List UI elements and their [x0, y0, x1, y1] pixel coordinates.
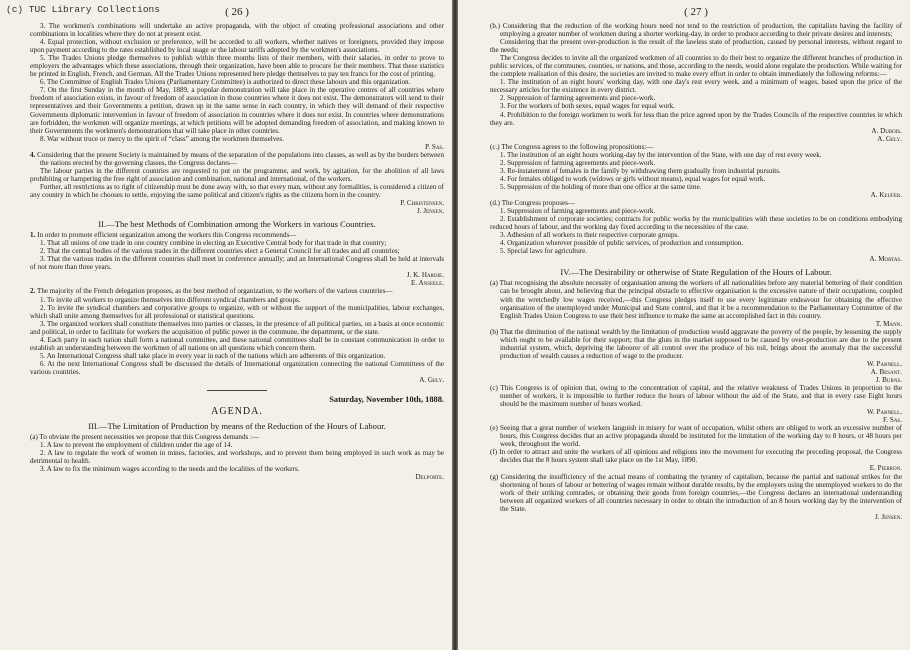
- paragraph: 4. Each party in each nation shall form a national committee, and these national committees shall be in constant communication in order to establish an understanding between the workmen of all nations on all questions which concern them.: [30, 335, 444, 352]
- item-text: Considering that the present Society is maintained by means of the separation of the populations into classes, as well as by the borders between the nations erected by the governing classes, the Congress declares—: [37, 150, 445, 167]
- agenda-title: AGENDA.: [211, 406, 263, 418]
- paragraph: 3. The organized workers shall constitute themselves into parties or classes, in the presence of all political parties, on a basis at once economic and political, in order to facilitate for workers the acquisition of public power in the commune, the department, or the state.: [30, 319, 444, 336]
- paragraph: 2. To invite the syndical chambers and corporative groups to organize, with or without the support of the municipalities, labour exchanges, which shall unite among themselves for all professional or statistical questions.: [30, 303, 444, 320]
- signature: J. Burns.: [875, 375, 902, 384]
- item-text: In order to attract and unite the workers of all opinions and religions into the movement for executing the preceding proposal, the Congress decides that the 8 hours system shall take place on the 1st May, 1890.: [499, 448, 902, 465]
- item-text: In order to promote efficient organization among the workers this Congress recommends—: [37, 231, 297, 240]
- signature: Delporte.: [415, 473, 444, 482]
- lettered-item: [490, 448, 902, 464]
- signature: A. Dubois.: [871, 126, 902, 135]
- lettered-item: [490, 424, 902, 448]
- paragraph: 4. Organization wherever possible of public services, of production and consumption.: [500, 239, 744, 248]
- lettered-item: [490, 199, 902, 207]
- paragraph: 1. A law to prevent the employment of children under the age of 14.: [40, 441, 233, 450]
- signature: W. Parnell.: [866, 408, 902, 417]
- right-page: [458, 0, 910, 650]
- section-heading: III.—The Limitation of Production by means of the Reduction of the Hours of Labour.: [88, 421, 386, 432]
- item-text: Considering that the reduction of the working hours need not tend to the restriction of production, the capitalists having the facility of employing a greater number of workmen during a shorter working-day, in order to produce according to their private desires and interests;: [500, 22, 902, 39]
- signature: A. Besant.: [870, 367, 902, 376]
- page-number-right: ( 27 ): [684, 6, 708, 18]
- paragraph: Further, all restrictions as to right of citizenship must be done away with, so that every man, without any formalities, is considered a citizen of any country in which he chooses to settle, enjoying the same political and citizen's rights as the citizens born in the country.: [30, 182, 444, 199]
- watermark: (c) TUC Library Collections: [6, 4, 160, 15]
- paragraph: 3. That the various trades in the different countries shall meet in conference annually; and an International Congress shall be held at intervals of not more than three years.: [30, 255, 444, 272]
- signature: J. K. Hardie.: [406, 271, 444, 280]
- paragraph: 2. Suppression of farming agreements and piece-work.: [500, 94, 656, 103]
- signature: A. Keufer.: [870, 190, 902, 199]
- numbered-item: [30, 287, 444, 295]
- lettered-item: [490, 22, 902, 38]
- paragraph: The labour parties in the different countries are requested to put on the programme, and work, by agitation, for the abolition of all laws prohibiting or hampering the free right of association and combination, national and international, of the workers.: [30, 166, 444, 183]
- signature: A. Gely.: [877, 134, 902, 143]
- numbered-item: [30, 151, 444, 167]
- lettered-item: [490, 384, 902, 408]
- item-number: 2.: [30, 287, 36, 296]
- paragraph: 1. Suppression of farming agreements and piece-work.: [500, 207, 656, 216]
- paragraph: 1. That all unions of one trade in one country combine in electing an Executive Central body for that trade in that country;: [40, 239, 387, 248]
- section-heading: IV.—The Desirability or otherwise of State Regulation of the Hours of Labour.: [560, 267, 832, 278]
- signature: F. Sas.: [882, 416, 902, 425]
- paragraph: 2. That the central bodies of the various trades in the different countries elect a General Council for all trades and all countries;: [40, 247, 400, 256]
- section-heading: II.—The best Methods of Combination among the Workers in various Countries.: [98, 219, 376, 230]
- lettered-item: [490, 473, 902, 513]
- paragraph: The Congress decides to invite all the organized workmen of all countries to do their best to organize the different branches of production in public services, of the communes, counties, or nations, and those, according to the needs, would alone regulate the production. While waiting for the complete realisation of this desire, the societies are invited to make every effort in order to obtain immediately the following reforms:—: [490, 54, 902, 79]
- item-letter: (c.): [490, 142, 500, 151]
- numbered-item: [30, 231, 444, 239]
- paragraph: 3. Adhesion of all workers to their respective corporate groups.: [500, 231, 680, 240]
- item-letter: (a): [490, 279, 498, 288]
- lettered-item: [490, 328, 902, 360]
- item-number: 4.: [30, 150, 36, 159]
- paragraph: 5. Suppression of the holding of more than one office at the same time.: [500, 182, 702, 191]
- paragraph: Considering that the present over-production is the result of the lawless state of production, caused by personal interests, without regard to the needs;: [490, 38, 902, 55]
- paragraph: 6. The Committee of English Trades Unions (Parliamentary Committee) is authorized to direct these labours and this organization.: [40, 78, 411, 87]
- paragraph: 1. The institution of an eight hours' working day, with one day's rest every week, and a minimum of wages, based upon the price of the necessary articles for the existence in every district.: [490, 78, 902, 95]
- signature: P. Sas.: [425, 142, 444, 151]
- paragraph: 1. The institution of an eight hours working-day by the intervention of the State, with one day of rest every week.: [500, 150, 822, 159]
- signature: T. Mann.: [875, 319, 902, 328]
- paragraph: 2. Establishment of corporate societies; contracts for public works by the municipalities with these societies to be on conditions embodying reduced hours of labour, and the working day fixed according to the necessities of the case.: [490, 215, 902, 232]
- paragraph: 2. A law to regulate the work of women in mines, factories, and workshops, and to prevent them being employed in such work as may be detrimental to health.: [30, 449, 444, 466]
- paragraph: 8. War without truce or mercy to the spirit of “class” among the workmen themselves.: [40, 134, 284, 143]
- signature: J. Jensen.: [417, 207, 444, 216]
- paragraph: 4. For females obliged to work (widows or girls without means), equal wages for equal work.: [500, 174, 766, 183]
- item-text: Considering the insufficiency of the actual means of combating the tyranny of capitalism, because the partial and national strikes for the shortening of hours of labour or bettering of wages remain without durable results, by the employers using the unemployed workers to do the work of their striking comrades, or obtaining their goods from foreign countries,—the Congress declares an international understanding between all organized workers of all countries necessary in order to obtain the introduction of an 8 hours working day by the intervention of the State.: [500, 472, 902, 513]
- paragraph: 5. An International Congress shall take place in every year in each of the nations which are adherents of this organization.: [40, 351, 386, 360]
- item-letter: (f): [490, 448, 498, 457]
- paragraph: 5. Special laws for agriculture.: [500, 247, 588, 256]
- signature: A. Gely.: [419, 375, 444, 384]
- signature: A. Mortas.: [869, 255, 902, 264]
- page-number-left: ( 26 ): [225, 6, 249, 18]
- paragraph: 4. Prohibition to the foreign workmen to work for less than the price agreed upon by the Trades Councils of the respective countries in which they are.: [490, 110, 902, 127]
- item-text: The majority of the French delegation proposes, as the best method of organization, to the workers of the various countries—: [36, 287, 393, 296]
- lettered-item: [490, 143, 902, 151]
- paragraph: 6. At the next International Congress shall be discussed the details of International organization connecting the national Committees of the various countries.: [30, 359, 444, 376]
- agenda-date: Saturday, November 10th, 1888.: [329, 395, 444, 405]
- item-number: 1.: [30, 231, 36, 240]
- paragraph: 4. Equal protection, without exclusion or preference, will be accorded to all workers, whether natives or foreigners, provided they impose upon payment according to the rates established by local usage or the labour tariffs adopted by the workmen's associations.: [30, 38, 444, 55]
- item-letter: (g): [490, 472, 499, 481]
- signature: W. Parnell.: [866, 359, 902, 368]
- paragraph: 3. For the workers of both sexes, equal wages for equal work.: [500, 102, 675, 111]
- item-text: The Congress proposes—: [501, 199, 575, 208]
- item-letter: (b): [490, 327, 499, 336]
- paragraph: 1. To invite all workers to organize themselves into different syndical chambers and groups.: [40, 295, 301, 304]
- paragraph: 7. On the first Sunday in the month of May, 1889, a popular demonstration will take place in the operative centres of all countries where freedom of association exists, in favour of freedom of association in those countries where it does not exist. The demonstrators will send to their representatives and their Governments a petition, drawn up in the same sense in each country, in which they will demand of their respective Governments diplomatic intervention in favour of freedom of association in countries where it does not exist. In countries where demonstrations are forbidden, the workmen will organize meetings, at which petitions will be adopted demanding freedom of association, and making known to their Governments the workmen's demonstrations that will take place in other countries.: [30, 86, 444, 135]
- lettered-item: [30, 433, 444, 441]
- paragraph: 3. Re-instatement of females in the family by withdrawing them gradually from industrial pursuits.: [500, 166, 781, 175]
- signature: P. Christensen.: [400, 199, 444, 208]
- item-letter: (c): [490, 384, 498, 393]
- item-text: That the diminution of the national wealth by the limitation of production would aggravate the poverty of the people, by lessening the supply which ought to be available for their support; that the gluts in the market supposed to be caused by over-production are due to the present industrial system, which, depriving the labourer of all control over the produce of his toil, brings about the anomaly that the successful production of wealth causes a reduction of wage to the producer.: [500, 327, 902, 360]
- paragraph: 5. The Trades Unions pledge themselves to publish within three months lists of their members, with their salaries, in order to prove to employers the advantages which these associations, through their organization, have been able to procure for their members. That these statistics be printed in English, French, and German. All the Trades Unions represented here pledge themselves to pay ten francs for the cost of printing.: [30, 54, 444, 79]
- item-letter: (d.): [490, 199, 501, 208]
- paragraph: 2. Suppression of farming agreements and piece-work.: [500, 158, 656, 167]
- item-letter: (a): [30, 433, 38, 442]
- item-letter: (b.): [490, 22, 501, 30]
- item-letter: (e): [490, 424, 498, 433]
- signature: E. Anseele.: [411, 279, 444, 288]
- paragraph: 3. The workmen's combinations will undertake an active propaganda, with the object of creating professional associations and other combinations in localities where they do not at present exist.: [30, 22, 444, 39]
- signature: J. Jensen.: [875, 512, 902, 521]
- item-text: Seeing that a great number of workers languish in misery for want of occupation, whilst others are obliged to work an excessive number of hours, this Congress decides that an active propaganda should be instituted for the limitation of the working day to 8 hours, or 48 hours per week, throughout the world.: [499, 424, 902, 449]
- item-text: To obviate the present necessities we propose that this Congress demands :—: [39, 433, 260, 442]
- left-page: [0, 0, 452, 650]
- divider: [207, 390, 267, 391]
- item-text: The Congress agrees to the following propositions:—: [501, 142, 654, 151]
- paragraph: 3. A law to fix the minimum wages according to the needs and the localities of the workers.: [40, 465, 300, 474]
- item-text: This Congress is of opinion that, owing to the concentration of capital, and the relative weakness of Trades Unions in proportion to the number of workers, it is impossible to further reduce the hours of labour without the aid of the State, and that in every case Eight hours should be the maximum number of hours worked.: [500, 384, 902, 409]
- item-text: That recognising the absolute necessity of organisation among the workers of all nationalities before any material bettering of their condition can be brought about, and believing that the principal obstacle to effective organisation is the excessive nature of their occupations, coupled with the wretchedly low wages received,—this Congress pledges itself to use every legitimate endeavour for obtaining the effective organisation of the unemployed under Municipal and State control, and that it be a recommendation to the Parliamentary Committee of the English Trades Union Congress to use their best influence to make the same an accomplished fact in this country.: [499, 279, 902, 320]
- lettered-item: [490, 279, 902, 319]
- signature: E. Pierron.: [869, 464, 902, 473]
